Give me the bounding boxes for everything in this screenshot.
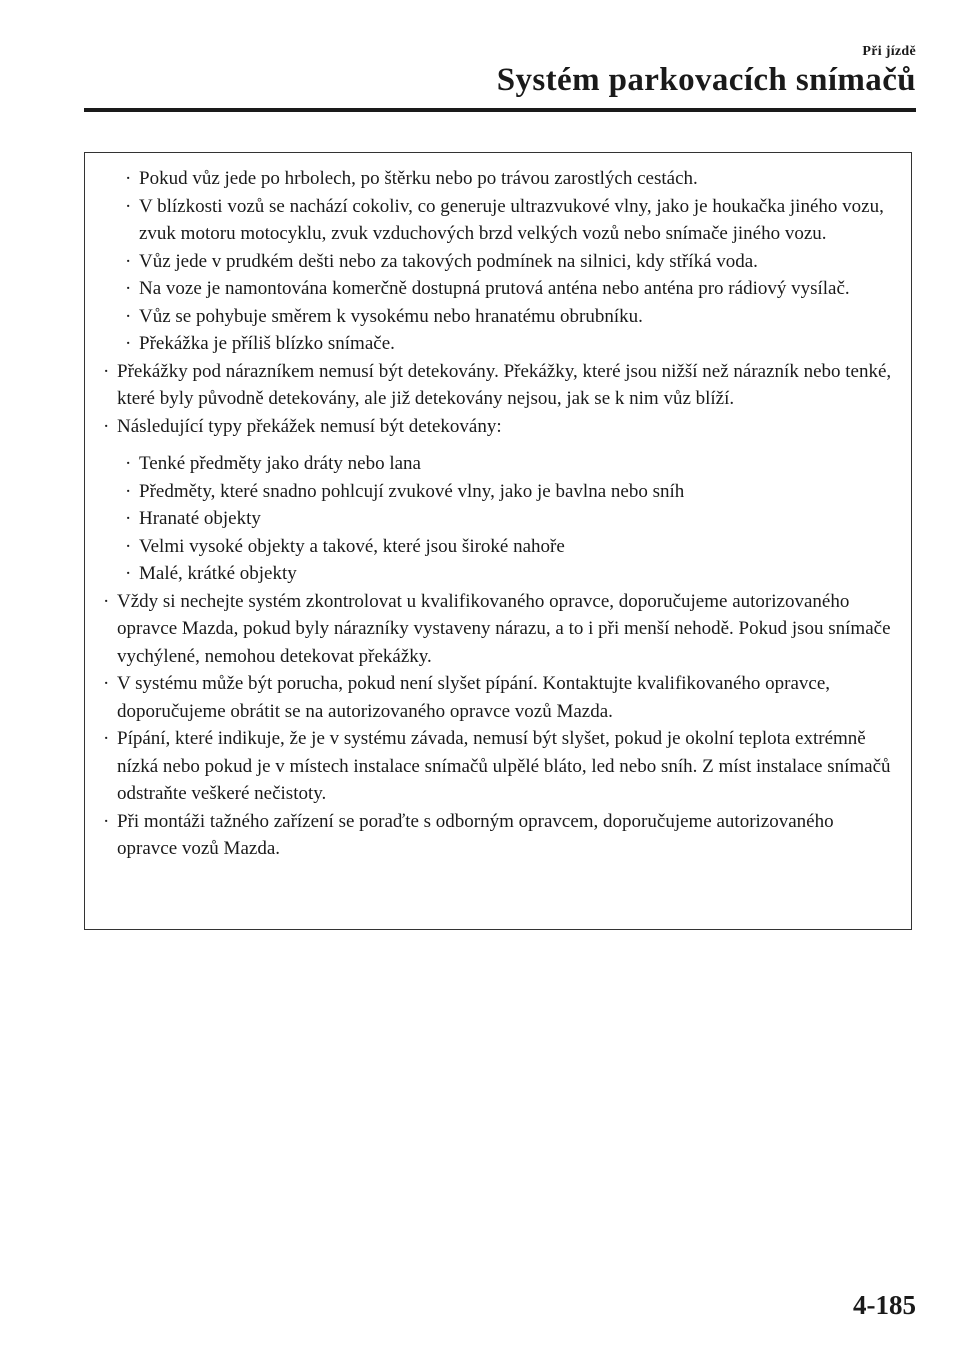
- list-item: [101, 478, 895, 506]
- page-title: Systém parkovacích snímačů: [496, 62, 916, 98]
- list-item-text: Velmi vysoké objekty a takové, které jsou široké nahoře: [139, 535, 565, 557]
- list-item: [101, 275, 895, 303]
- bullet-icon: ·: [125, 333, 132, 354]
- list-item-text: Vždy si nechejte systém zkontrolovat u kvalifikovaného opravce, doporučujeme autorizovaného opravce Mazda, pokud byly nárazníky vystaveny nárazu, a to i při menší nehodě. Pokud jsou snímače vychýlené, nemohou detekovat překážky.: [117, 590, 891, 667]
- section-label: Při jízdě: [862, 44, 916, 59]
- list-item: [101, 533, 895, 561]
- list-item-text: Vůz jede v prudkém dešti nebo za takových podmínek na silnici, kdy stříká voda.: [139, 250, 758, 272]
- list-item: [101, 505, 895, 533]
- bullet-icon: ·: [103, 810, 110, 832]
- bullet-icon: ·: [103, 590, 110, 612]
- list-item: [101, 330, 895, 358]
- list-item-text: Hranaté objekty: [139, 508, 261, 529]
- list-item-text: Při montáži tažného zařízení se poraďte s odborným opravcem, doporučujeme autorizovaného opravce vozů Mazda.: [117, 810, 834, 859]
- list-item-text: Tenké předměty jako dráty nebo lana: [139, 453, 421, 474]
- list-item: [101, 413, 895, 441]
- list-item: [101, 165, 895, 193]
- list-item-text: V systému může být porucha, pokud není slyšet pípání. Kontaktujte kvalifikovaného opravce, doporučujeme obrátit se na autorizovaného opravce vozů Mazda.: [117, 673, 831, 722]
- list-item: [101, 560, 895, 588]
- bullet-icon: ·: [125, 453, 132, 474]
- list-item-text: Pípání, které indikuje, že je v systému závada, nemusí být slyšet, pokud je okolní teplota extrémně nízká nebo pokud je v místech instalace snímačů ulpělé bláto, led nebo sníh. Z míst instalace snímačů odstraňte veškeré nečistoty.: [117, 728, 891, 804]
- list-item: [101, 670, 895, 725]
- list-item-text: V blízkosti vozů se nachází cokoliv, co generuje ultrazvukové vlny, jako je houkačka jiného vozu, zvuk motoru motocyklu, zvuk vzduchových brzd velkých vozů nebo snímače jiného vozu.: [139, 195, 884, 244]
- notice-box: [84, 152, 912, 930]
- list-item-text: Malé, krátké objekty: [139, 563, 297, 584]
- page-number: 4-185: [853, 1290, 916, 1320]
- bullet-icon: ·: [125, 508, 132, 529]
- bullet-icon: ·: [103, 415, 110, 437]
- list-item: [101, 450, 895, 478]
- list-item-text: Překážka je příliš blízko snímače.: [139, 333, 395, 354]
- bullet-icon: ·: [125, 480, 132, 502]
- list-item: [101, 193, 895, 248]
- bullet-icon: ·: [125, 305, 132, 327]
- bullet-icon: ·: [125, 168, 132, 189]
- notice-list: [101, 165, 895, 863]
- list-item-text: Předměty, které snadno pohlcují zvukové vlny, jako je bavlna nebo sníh: [139, 480, 685, 502]
- bullet-icon: ·: [125, 195, 132, 217]
- bullet-icon: ·: [103, 360, 110, 382]
- bullet-icon: ·: [103, 673, 110, 694]
- list-item: [101, 303, 895, 331]
- list-item-text: Pokud vůz jede po hrbolech, po štěrku nebo po trávou zarostlých cestách.: [139, 168, 698, 189]
- list-item-text: Překážky pod nárazníkem nemusí být detekovány. Překážky, které jsou nižší než nárazník nebo tenké, které byly původně detekovány, ale již detekovány nejsou, jak se k nim vůz blíží.: [117, 360, 892, 409]
- list-item-text: Vůz se pohybuje směrem k vysokému nebo hranatému obrubníku.: [139, 305, 643, 327]
- header-rule: [84, 108, 916, 112]
- bullet-icon: ·: [125, 535, 132, 557]
- bullet-icon: ·: [103, 728, 110, 749]
- list-item: [101, 248, 895, 276]
- bullet-icon: ·: [125, 563, 132, 584]
- list-item-text: Na voze je namontována komerčně dostupná prutová anténa nebo anténa pro rádiový vysílač.: [139, 278, 850, 299]
- list-item-text: Následující typy překážek nemusí být detekovány:: [117, 415, 502, 437]
- list-item: [101, 725, 895, 808]
- list-item: [101, 358, 895, 413]
- list-item: [101, 808, 895, 863]
- list-item: [101, 588, 895, 671]
- bullet-icon: ·: [125, 278, 132, 299]
- bullet-icon: ·: [125, 250, 132, 272]
